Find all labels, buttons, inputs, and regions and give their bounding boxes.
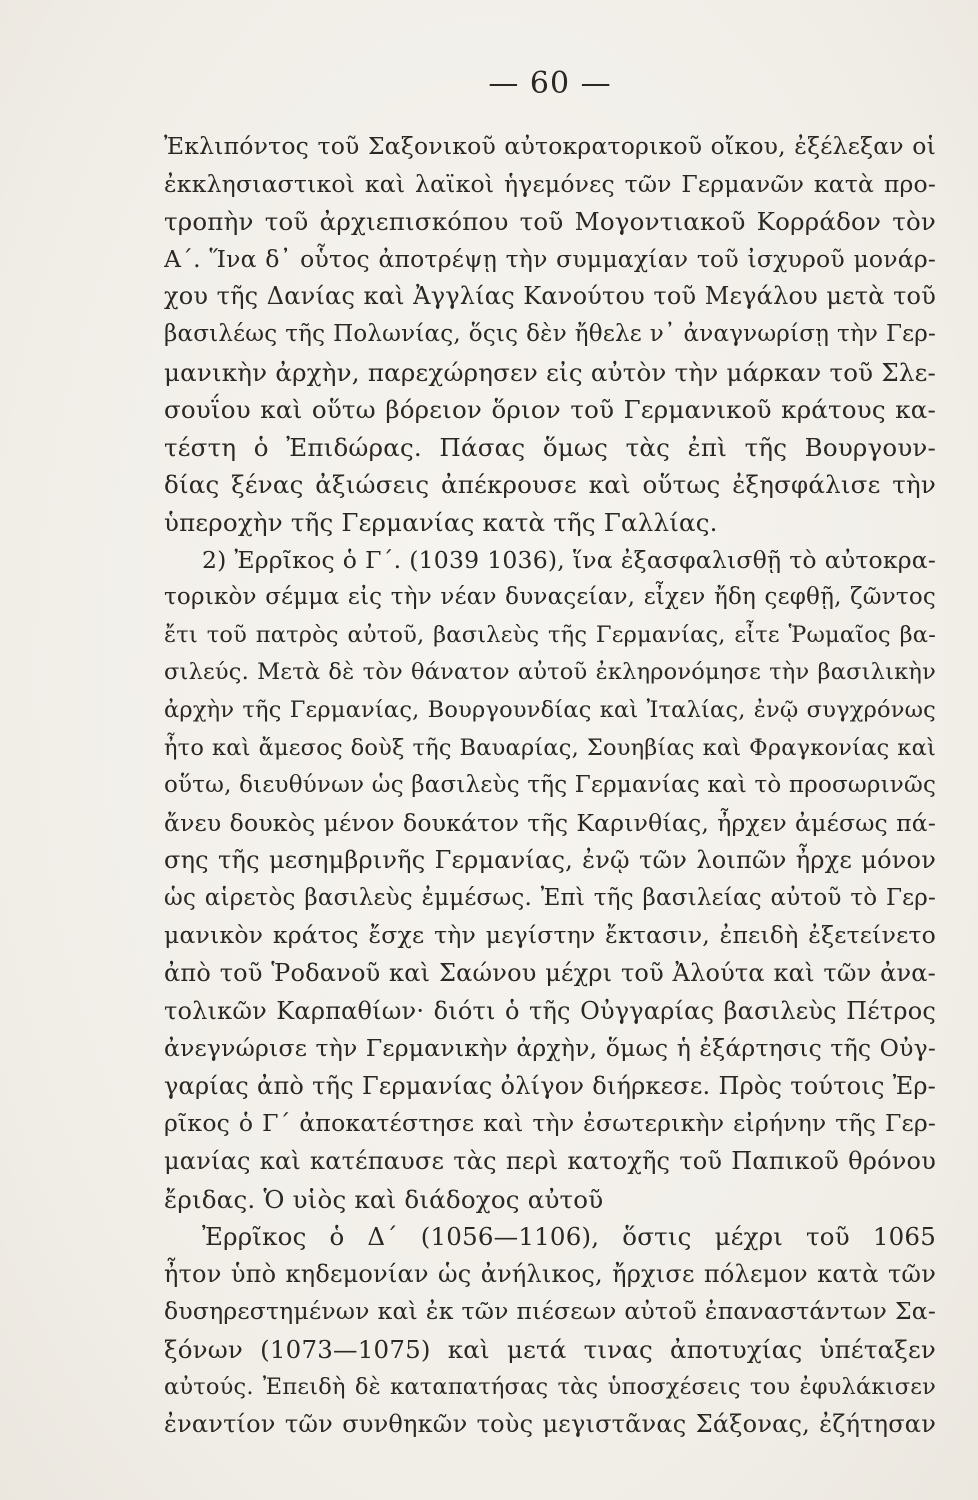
text-line: ἔριδας. Ὁ υἱὸς καὶ διάδοχος αὐτοῦ bbox=[164, 1184, 604, 1214]
text-line: ἀπὸ τοῦ Ῥοδανοῦ καὶ Σαώνου μέχρι τοῦ Ἀλούτα καὶ τῶν ἀνα- bbox=[164, 959, 936, 988]
page-number: — 60 — bbox=[488, 66, 612, 101]
text-line: ξόνων (1073—1075) καὶ μετά τινας ἀποτυχίας ὑπέταξεν bbox=[164, 1335, 936, 1364]
text-line: τορικὸν σέμμα εἰς τὴν νέαν δυναςείαν, εἶχεν ἤδη ςεφθῇ, ζῶντος bbox=[164, 584, 936, 611]
text-line: Ἐρρῖκος ὁ Δ΄ (1056—1106), ὅστις μέχρι τοῦ 1065 bbox=[202, 1222, 936, 1252]
text-line: ἦτον ὑπὸ κηδεμονίαν ὡς ἀνήλικος, ἤρχισε πόλεμον κατὰ τῶν bbox=[164, 1259, 936, 1288]
text-line: σης τῆς μεσημβρινῆς Γερμανίας, ἐνῷ τῶν λοιπῶν ἦρχε μόνον bbox=[164, 846, 936, 875]
text-line: ἐκκλησιαστικοὶ καὶ λαϊκοὶ ἡγεμόνες τῶν Γερμανῶν κατὰ προ- bbox=[164, 169, 936, 198]
text-line: μανικὸν κράτος ἔσχε τὴν μεγίστην ἔκτασιν, ἐπειδὴ ἐξετείνετο bbox=[164, 921, 936, 950]
text-line: ἀνεγνώρισε τὴν Γερμανικὴν ἀρχὴν, ὅμως ἡ ἐξάρτησις τῆς Οὐγ- bbox=[164, 1034, 936, 1063]
text-line: ἦτο καὶ ἄμεσος δοὺξ τῆς Βαυαρίας, Σουηβίας καὶ Φραγκονίας καὶ bbox=[164, 734, 936, 761]
text-line: Ἐκλιπόντος τοῦ Σαξονικοῦ αὐτοκρατορικοῦ οἴκου, ἐξέλεξαν οἱ bbox=[164, 132, 936, 160]
text-line: ἐναντίον τῶν συνθηκῶν τοὺς μεγιστᾶνας Σάξονας, ἐζήτησαν bbox=[164, 1410, 936, 1439]
text-line: σουΐου καὶ οὕτω βόρειον ὅριον τοῦ Γερμανικοῦ κράτους κα- bbox=[164, 395, 936, 425]
text-line: 2) Ἐρρῖκος ὁ Γ΄. (1039 1036), ἵνα ἐξασφαλισθῇ τὸ αὐτοκρα- bbox=[202, 545, 936, 574]
text-line: δυσηρεστημένων καὶ ἐκ τῶν πιέσεων αὐτοῦ ἐπαναστάντων Σα- bbox=[164, 1297, 936, 1326]
text-line: μανικὴν ἀρχὴν, παρεχώρησεν εἰς αὐτὸν τὴν μάρκαν τοῦ Σλε- bbox=[164, 357, 936, 387]
text-line: μανίας καὶ κατέπαυσε τὰς περὶ κατοχῆς τοῦ Παπικοῦ θρόνου bbox=[164, 1147, 936, 1176]
text-line: βασιλέως τῆς Πολωνίας, ὅςις δὲν ἤθελε ν᾽ ἀναγνωρίσῃ τὴν Γερ- bbox=[164, 320, 936, 347]
text-line: ὡς αἱρετὸς βασιλεὺς ἐμμέσως. Ἐπὶ τῆς βασιλείας αὐτοῦ τὸ Γερ- bbox=[164, 884, 936, 911]
text-line: ἄνευ δουκὸς μένον δουκάτον τῆς Καρινθίας, ἦρχεν ἀμέσως πά- bbox=[164, 808, 936, 837]
text-line: χου τῆς Δανίας καὶ Ἀγγλίας Κανούτου τοῦ Μεγάλου μετὰ τοῦ bbox=[164, 282, 936, 311]
text-line: δίας ξένας ἀξιώσεις ἀπέκρουσε καὶ οὕτως ἐξησφάλισε τὴν bbox=[164, 470, 936, 500]
text-line: Α΄. Ἵνα δ᾽ οὗτος ἀποτρέψῃ τὴν συμμαχίαν τοῦ ἰσχυροῦ μονάρ- bbox=[164, 244, 936, 273]
text-line: ρῖκος ὁ Γ΄ ἀποκατέστησε καὶ τὴν ἐσωτερικὴν εἰρήνην τῆς Γερ- bbox=[164, 1109, 936, 1138]
text-line: ὑπεροχὴν τῆς Γερμανίας κατὰ τῆς Γαλλίας. bbox=[164, 507, 718, 537]
text-line: αὐτούς. Ἐπειδὴ δὲ καταπατήσας τὰς ὑποσχέσεις του ἐφυλάκισεν bbox=[164, 1373, 936, 1400]
text-line: ἔτι τοῦ πατρὸς αὐτοῦ, βασιλεὺς τῆς Γερμανίας, εἶτε Ῥωμαῖος βα- bbox=[164, 621, 936, 648]
text-line: τολικῶν Καρπαθίων· διότι ὁ τῆς Οὐγγαρίας βασιλεὺς Πέτρος bbox=[164, 996, 936, 1025]
text-line: οὕτω, διευθύνων ὡς βασιλεὺς τῆς Γερμανίας καὶ τὸ προσωρινῶς bbox=[164, 772, 936, 799]
text-line: σιλεύς. Μετὰ δὲ τὸν θάνατον αὐτοῦ ἐκληρονόμησε τὴν βασιλικὴν bbox=[164, 659, 936, 686]
text-line: τροπὴν τοῦ ἀρχιεπισκόπου τοῦ Μογοντιακοῦ Κορράδον τὸν bbox=[164, 207, 936, 237]
text-line: τέστη ὁ Ἐπιδώρας. Πάσας ὅμως τὰς ἐπὶ τῆς Βουργουν- bbox=[164, 432, 936, 462]
body-text bbox=[164, 128, 936, 1444]
text-line: γαρίας ἀπὸ τῆς Γερμανίας ὀλίγον διήρκεσε. Πρὸς τούτοις Ἐρ- bbox=[164, 1071, 936, 1100]
text-line: ἀρχὴν τῆς Γερμανίας, Βουργουνδίας καὶ Ἰταλίας, ἐνῷ συγχρόνως bbox=[164, 696, 936, 723]
